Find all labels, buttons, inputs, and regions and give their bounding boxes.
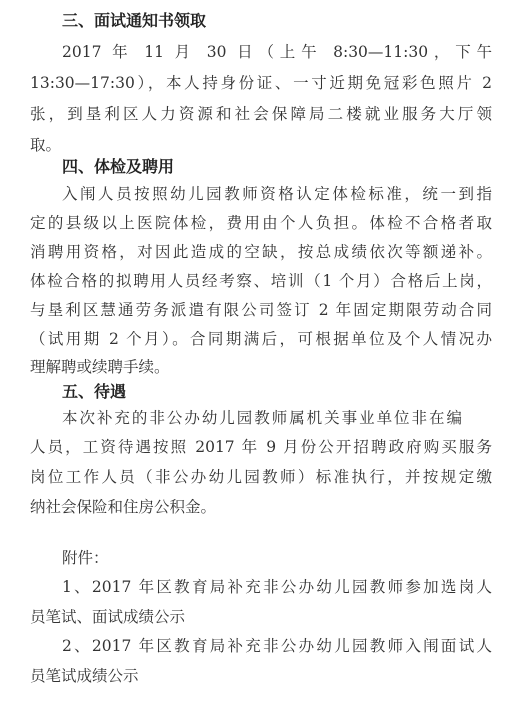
section-heading-benefits: 五、待遇: [62, 382, 127, 401]
paragraph-line: 13:30—17:30），本人持身份证、一寸近期免冠彩色照片 2: [30, 74, 492, 92]
paragraph-line: （试用期 2 个月）。合同期满后，可根据单位及个人情况办: [30, 330, 492, 348]
paragraph-line: 消聘用资格，对因此造成的空缺，按总成绩依次等额递补。: [30, 243, 492, 261]
paragraph-line: 人员，工资待遇按照 2017 年 9 月份公开招聘政府购买服务: [30, 438, 492, 456]
attachments-label: 附件：: [62, 549, 109, 567]
paragraph-line: 张，到垦利区人力资源和社会保障局二楼就业服务大厅领: [30, 105, 492, 123]
paragraph-line: 2017 年 11 月 30 日（上午 8:30—11:30，下午: [62, 43, 492, 61]
paragraph-line: 岗位工作人员（非公办幼儿园教师）标准执行，并按规定缴: [30, 468, 492, 486]
paragraph-line: 取。: [30, 136, 62, 154]
paragraph-line: 本次补充的非公办幼儿园教师属机关事业单位非在编: [62, 409, 462, 427]
paragraph-line: 定的县级以上医院体检，费用由个人负担。体检不合格者取: [30, 214, 492, 232]
paragraph-line: 理解聘或续聘手续。: [30, 358, 170, 376]
attachment-item-1-continuation: 员笔试、面试成绩公示: [30, 608, 186, 626]
section-heading-medical-and-hiring: 四、体检及聘用: [62, 157, 175, 176]
paragraph-line: 纳社会保险和住房公积金。: [30, 498, 217, 516]
section-heading-interview-notice: 三、面试通知书领取: [62, 11, 207, 30]
paragraph-line: 入闱人员按照幼儿园教师资格认定体检标准，统一到指: [62, 185, 492, 203]
attachment-item-1: 1、2017 年区教育局补充非公办幼儿园教师参加选岗人: [62, 578, 492, 596]
attachment-item-2-continuation: 员笔试成绩公示: [30, 667, 139, 685]
paragraph-line: 体检合格的拟聘用人员经考察、培训（1 个月）合格后上岗，: [30, 272, 492, 290]
attachment-item-2: 2、2017 年区教育局补充非公办幼儿园教师入闱面试人: [62, 637, 492, 655]
paragraph-line: 与垦利区慧通劳务派遣有限公司签订 2 年固定期限劳动合同: [30, 301, 492, 319]
